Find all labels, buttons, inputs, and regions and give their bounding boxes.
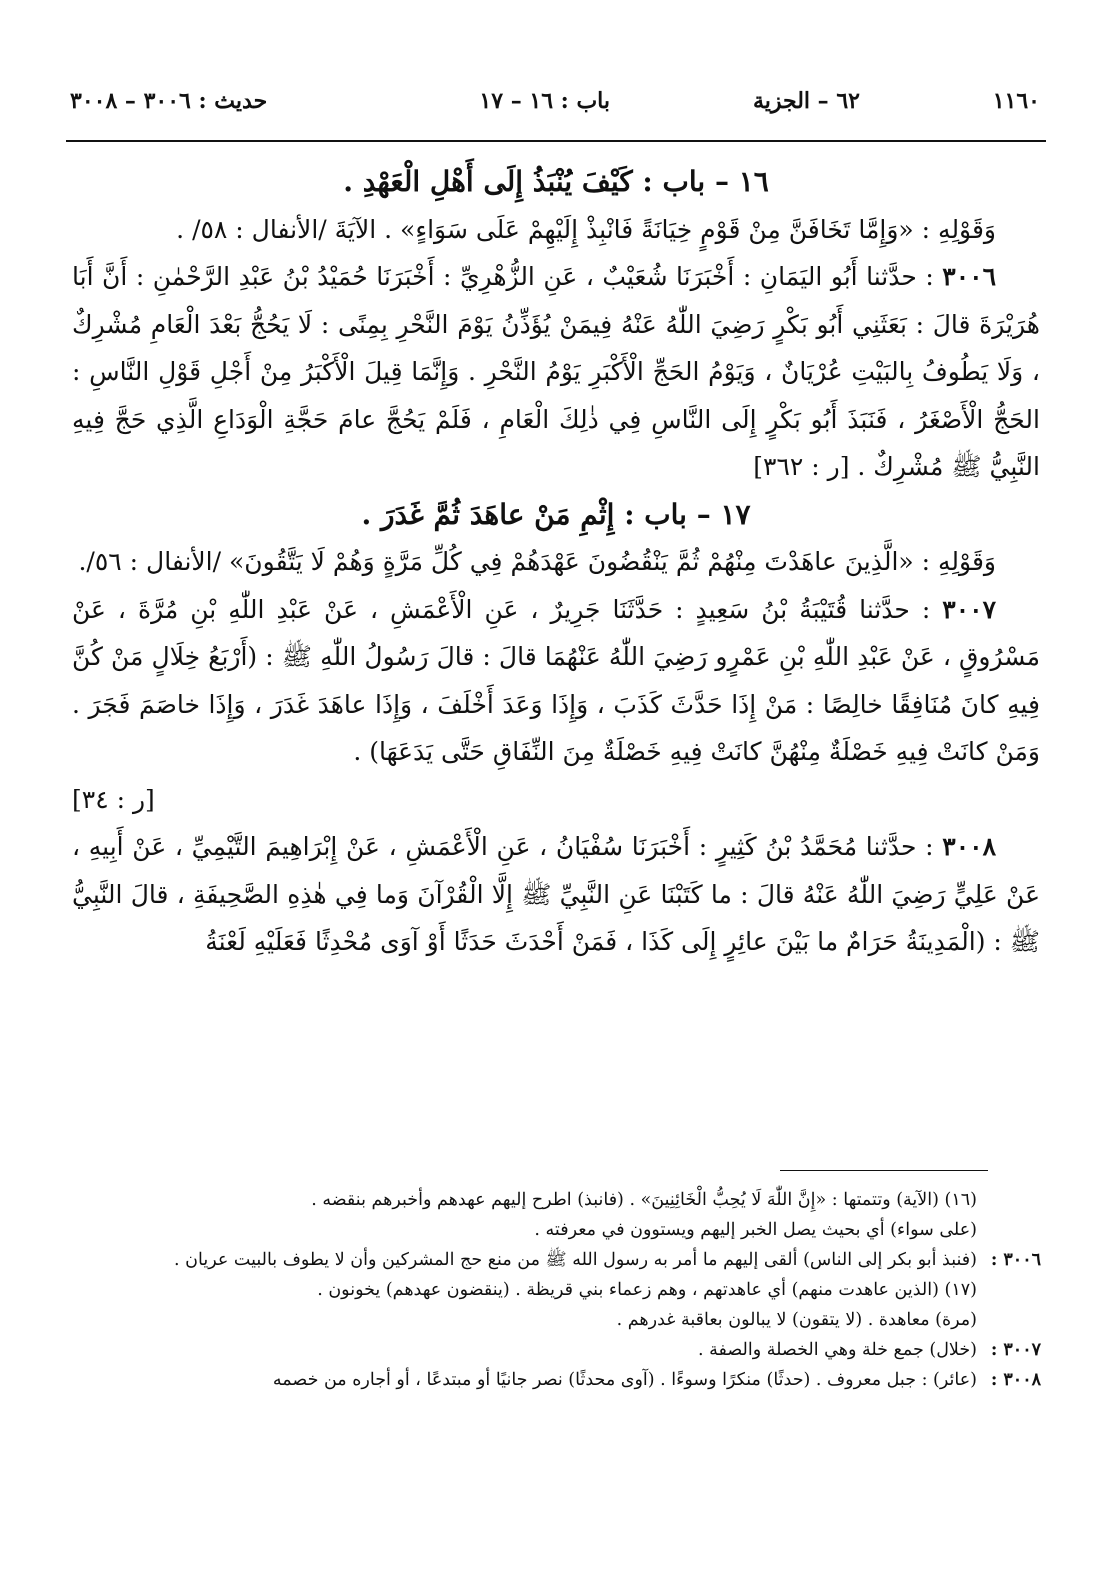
book-title: ٦٢ – الجزية <box>752 88 860 114</box>
footnote-label <box>977 1185 1041 1245</box>
footnote-line: (١٦) (الآية) وتتمتها : «إِنَّ اللّٰهَ لَا يُحِبُّ الْخَائِنِينَ» . (فانبذ) اطرح إليهم عهدهم وأخبرهم بنقضه . <box>311 1190 977 1210</box>
hadith-3006 <box>72 253 1040 491</box>
footnote-line: (١٧) (الذين عاهدت منهم) أي عاهدتهم ، وهم زعماء بني قريظة . (ينقضون عهدهم) يخونون . <box>317 1280 977 1300</box>
header-rule <box>66 140 1046 142</box>
hadith-3008 <box>72 823 1040 966</box>
footnote-line: (فنبذ أبو بكر إلى الناس) ألقى إليهم ما أمر به رسول الله ﷺ من منع حج المشركين وأن لا يطوف بالبيت عريان . <box>174 1250 977 1270</box>
running-header <box>70 88 1040 128</box>
chapter-17-verse: وَقَوْلِهِ : «الَّذِينَ عاهَدْتَ مِنْهُمْ ثُمَّ يَنْقُضُونَ عَهْدَهُمْ فِي كُلِّ مَرَّةٍ وَهُمْ لَا يَتَّقُونَ» /الأنفال : ٥٦/. <box>78 547 996 576</box>
footnote-line: (خلال) جمع خلة وهي الخصلة والصفة . <box>698 1340 977 1360</box>
footnote-label <box>977 1275 1041 1335</box>
footnote-line: (عائر) : جبل معروف . (حدثًا) منكرًا وسوءًا . (آوى محدثًا) نصر جانيًا أو مبتدعًا ، أو أجاره من خصمه <box>272 1370 977 1390</box>
hadith-3007 <box>72 586 1040 776</box>
chapter-16-title: ١٦ – باب : كَيْفَ يُنْبَذُ إِلَى أَهْلِ الْعَهْدِ . <box>343 165 769 198</box>
hadith-text: : حدَّثنا قُتَيْبَةُ بْنُ سَعِيدٍ : حَدَّثَنَا جَرِيرٌ ، عَنِ الْأَعْمَشِ ، عَنْ عَبْدِ اللّٰهِ بْنِ مُرَّةَ ، عَنْ مَسْرُوقٍ ، عَنْ عَبْدِ اللّٰهِ بْنِ عَمْرٍو رَضِيَ اللّٰهُ عَنْهُمَا قالَ : قالَ رَسُولُ اللّٰهِ ﷺ : (أَرْبَعُ خِلَالٍ مَنْ كُنَّ فِيهِ كانَ مُنَافِقًا خالِصًا : مَنْ إِذَا حَدَّثَ كَذَبَ ، وَإِذَا وَعَدَ أَخْلَفَ ، وَإِذَا عاهَدَ غَدَرَ ، وَإِذَا خاصَمَ فَجَرَ . وَمَنْ كانَتْ فِيهِ خَصْلَةٌ مِنْهُنَّ كانَتْ فِيهِ خَصْلَةٌ مِنَ النِّفَاقِ حَتَّى يَدَعَهَا) . <box>72 594 1040 766</box>
hadith-number: ٣٠٠٦ <box>942 262 996 291</box>
footnote-3008 <box>66 1365 1041 1395</box>
chapter-range: باب : ١٦ – ١٧ <box>479 88 610 114</box>
hadith-number: ٣٠٠٧ <box>942 594 996 624</box>
chapter-17-title: ١٧ – باب : إِثْمِ مَنْ عاهَدَ ثُمَّ غَدَرَ . <box>361 497 751 531</box>
footnote-rule <box>780 1170 988 1171</box>
footnote-line: (على سواء) أي بحيث يصل الخبر إليهم ويستوون في معرفته . <box>534 1220 977 1240</box>
hadith-3007-reference: [ر : ٣٤] <box>72 784 155 814</box>
hadith-text: : حدَّثنا أَبُو اليَمَانِ : أَخْبَرَنَا شُعَيْبٌ ، عَنِ الزُّهْرِيِّ : أَخْبَرَنَا حُمَيْدُ بْنُ عَبْدِ الرَّحْمٰنِ : أَنَّ أَبَا هُرَيْرَةَ قالَ : بَعَثَنِي أَبُو بَكْرٍ رَضِيَ اللّٰهُ عَنْهُ فِيمَنْ يُؤَذِّنُ يَوْمَ النَّحْرِ بِمِنًى : لَا يَحُجُّ بَعْدَ الْعَامِ مُشْرِكٌ ، وَلَا يَطُوفُ بِالبَيْتِ عُرْيَانٌ ، وَيَوْمُ الحَجِّ الْأَكْبَرِ يَوْمُ النَّحْرِ . وَإِنَّمَا قِيلَ الْأَكْبَرُ مِنْ أَجْلِ قَوْلِ النَّاسِ : الحَجُّ الْأَصْغَرُ ، فَنَبَذَ أَبُو بَكْرٍ إِلَى النَّاسِ فِي ذٰلِكَ الْعَامِ ، فَلَمْ يَحُجَّ عامَ حَجَّةِ الْوَدَاعِ الَّذِي حَجَّ فِيهِ النَّبِيُّ ﷺ مُشْرِكٌ . [ر : ٣٦٢] <box>72 262 1040 481</box>
footnote-17 <box>66 1275 1041 1335</box>
hadith-range: حديث : ٣٠٠٦ – ٣٠٠٨ <box>70 88 268 114</box>
page-number: ١١٦٠ <box>992 88 1040 114</box>
footnote-3007 <box>66 1335 1041 1365</box>
footnote-line: (مرة) معاهدة . (لا يتقون) لا يبالون بعاقبة غدرهم . <box>616 1310 977 1330</box>
hadith-text: : حدَّثنا مُحَمَّدُ بْنُ كَثِيرٍ : أَخْبَرَنَا سُفْيَانُ ، عَنِ الْأَعْمَشِ ، عَنْ إِبْرَاهِيمَ التَّيْمِيِّ ، عَنْ أَبِيهِ ، عَنْ عَلِيٍّ رَضِيَ اللّٰهُ عَنْهُ قالَ : ما كَتَبْنَا عَنِ النَّبِيِّ ﷺ إِلَّا الْقُرْآنَ وَما فِي هٰذِهِ الصَّحِيفَةِ ، قالَ النَّبِيُّ ﷺ : (الْمَدِينَةُ حَرَامٌ ما بَيْنَ عائِرٍ إِلَى كَذَا ، فَمَنْ أَحْدَثَ حَدَثًا أَوْ آوَى مُحْدِثًا فَعَلَيْهِ لَعْنَةُ <box>72 832 1040 956</box>
main-text <box>72 158 1040 966</box>
footnote-3006 <box>66 1245 1041 1275</box>
chapter-16-verse: وَقَوْلِهِ : «وَإِمَّا تَخَافَنَّ مِنْ قَوْمٍ خِيَانَةً فَانْبِذْ إِلَيْهِمْ عَلَى سَوَاءٍ» . الآيَةَ /الأنفال : ٥٨/ . <box>176 214 996 244</box>
footnote-label: ٣٠٠٦ : <box>990 1250 1041 1270</box>
footnote-label: ٣٠٠٧ : <box>990 1340 1041 1360</box>
footnote-16 <box>66 1185 1041 1245</box>
footnote-label: ٣٠٠٨ : <box>990 1370 1041 1390</box>
footnotes <box>66 1185 1041 1395</box>
hadith-number: ٣٠٠٨ <box>942 832 996 861</box>
